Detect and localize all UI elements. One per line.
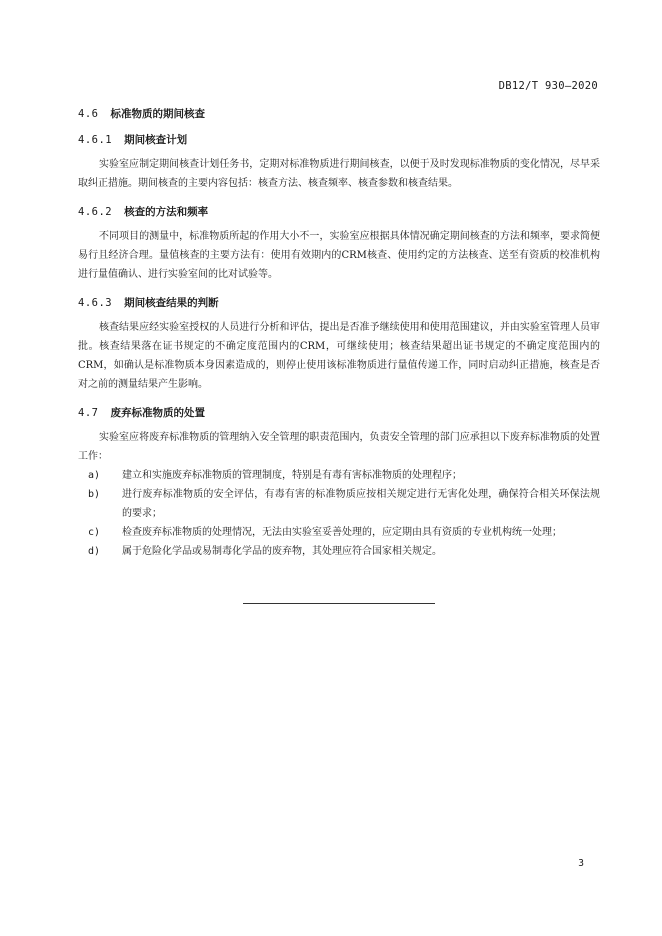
paragraph-4-6-1: 实验室应制定期间核查计划任务书，定期对标准物质进行期间核查，以便于及时发现标准物质的变化情况，尽早采取纠正措施。期间核查的主要内容包括：核查方法、核查频率、核查参数和核查结果。: [78, 159, 600, 189]
list-item: [88, 485, 600, 523]
section-title: 期间核查计划: [124, 134, 188, 146]
list-item: [88, 523, 600, 542]
section-heading-4-6-1: [78, 132, 600, 147]
section-number: 4.6.2: [78, 206, 113, 218]
paragraph-4-6-2: 不同项目的测量中，标准物质所起的作用大小不一，实验室应根据具体情况确定期间核查的方法和频率，要求简便易行且经济合理。量值核查的主要方法有：使用有效期内的CRM核查、使用约定的方法核查、送至有资质的校准机构进行量值确认、进行实验室间的比对试验等。: [78, 231, 600, 280]
list-marker: d): [88, 546, 101, 557]
section-heading-4-6-2: [78, 204, 600, 219]
section-number: 4.7: [78, 407, 99, 419]
section-heading-4-6: [78, 106, 600, 121]
end-of-document-rule: [243, 603, 435, 604]
paragraph-4-6-3: 核查结果应经实验室授权的人员进行分析和评估，提出是否准予继续使用和使用范围建议，并由实验室管理人员审批。核查结果落在证书规定的不确定度范围内的CRM，可继续使用；核查结果超出证书规定的不确定度范围内的CRM，如确认是标准物质本身因素造成的，则停止使用该标准物质进行量值传递工作，同时启动纠正措施，核查是否对之前的测量结果产生影响。: [78, 322, 600, 390]
list-marker: c): [88, 527, 101, 538]
list-item: [88, 466, 600, 485]
list-item: [88, 542, 600, 561]
section-number: 4.6: [78, 108, 99, 120]
section-heading-4-7: [78, 405, 600, 420]
list-marker: a): [88, 470, 101, 481]
list-item-text: 进行废弃标准物质的安全评估，有毒有害的标准物质应按相关规定进行无害化处理，确保符合相关环保法规的要求；: [122, 489, 600, 519]
document-body: [78, 106, 600, 561]
list-item-text: 属于危险化学品或易制毒化学品的废弃物，其处理应符合国家相关规定。: [122, 546, 442, 557]
section-heading-4-6-3: [78, 295, 600, 310]
paragraph-4-7: 实验室应将废弃标准物质的管理纳入安全管理的职责范围内，负责安全管理的部门应承担以下废弃标准物质的处置工作：: [78, 432, 600, 462]
section-number: 4.6.1: [78, 134, 113, 146]
document-code: DB12/T 930—2020: [498, 80, 598, 92]
section-title: 核查的方法和频率: [124, 206, 209, 218]
list-item-text: 建立和实施废弃标准物质的管理制度，特别是有毒有害标准物质的处理程序；: [122, 470, 462, 481]
section-title: 废弃标准物质的处置: [110, 407, 205, 419]
section-number: 4.6.3: [78, 297, 113, 309]
list-item-text: 检查废弃标准物质的处理情况，无法由实验室妥善处理的，应定期由具有资质的专业机构统一处理；: [122, 527, 562, 538]
section-title: 期间核查结果的判断: [124, 297, 219, 309]
disposal-task-list: [78, 466, 600, 561]
section-title: 标准物质的期间核查: [110, 108, 205, 120]
list-marker: b): [88, 489, 101, 500]
page-number: 3: [578, 858, 584, 869]
